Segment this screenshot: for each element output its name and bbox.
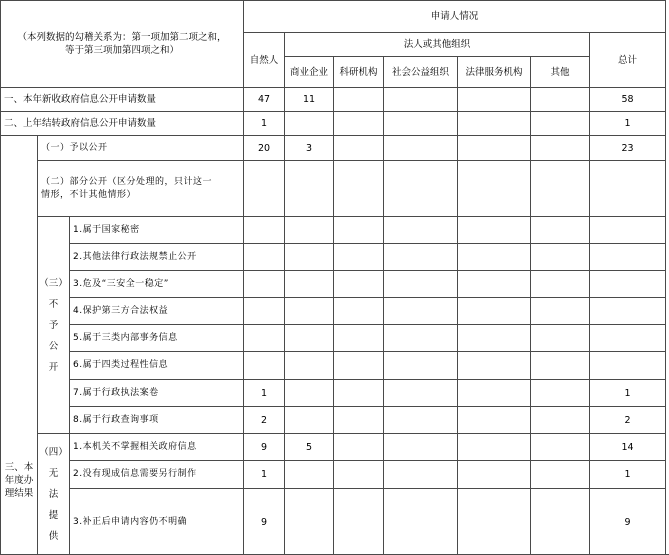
- cell-business: [284, 460, 333, 488]
- cell-legal-service: [457, 135, 530, 160]
- cell-legal-service: [457, 406, 530, 433]
- cell-value: 14: [621, 441, 634, 453]
- no-open-char: 开: [48, 361, 59, 373]
- row-label: 7.属于行政执法案卷: [73, 387, 159, 398]
- cell-research: [333, 87, 383, 111]
- cell-social: [383, 270, 457, 297]
- cell-legal-service: [457, 87, 530, 111]
- cell-other: [530, 406, 589, 433]
- cell-legal-service: [457, 270, 530, 297]
- cell-value: 58: [621, 94, 634, 105]
- no-open-char: （三）: [39, 277, 68, 289]
- cell-value: 11: [302, 94, 316, 105]
- row-label: 5.属于三类内部事务信息: [73, 332, 178, 343]
- cell-total: [589, 87, 665, 111]
- cell-value: 1: [260, 387, 268, 399]
- cell-business: [284, 270, 333, 297]
- cell-business: [284, 379, 333, 406]
- cell-natural: [243, 297, 284, 324]
- cell-social: [383, 243, 457, 270]
- cell-business: [284, 87, 333, 111]
- cell-natural: [243, 243, 284, 270]
- row-label: 3.补正后申请内容仍不明确: [73, 516, 188, 527]
- cell-value: 9: [260, 441, 268, 453]
- cell-research: [333, 297, 383, 324]
- cell-total: [589, 379, 665, 406]
- cell-total: [589, 406, 665, 433]
- section-three-line3: 理结果: [4, 488, 34, 499]
- row-label-line2: 情形，不计其他情形）: [41, 189, 137, 200]
- cell-legal-service: [457, 160, 530, 216]
- cell-natural: [243, 160, 284, 216]
- other-header: [530, 56, 589, 87]
- cell-value: 5: [305, 441, 313, 453]
- cell-legal-service: [457, 111, 530, 135]
- cell-social: [383, 324, 457, 351]
- cell-other: [530, 135, 589, 160]
- row-label: 8.属于行政查询事项: [73, 414, 159, 425]
- cell-value: 20: [257, 142, 271, 154]
- row-label: 1.本机关不掌握相关政府信息: [73, 441, 197, 452]
- cell-business: [284, 111, 333, 135]
- row-partial-label: [37, 160, 243, 216]
- row-label: 4.保护第三方合法权益: [73, 305, 169, 316]
- cell-social: [383, 406, 457, 433]
- legal-org-header: [284, 32, 589, 56]
- cell-natural: [243, 135, 284, 160]
- cell-total: [589, 351, 665, 379]
- cell-natural: [243, 460, 284, 488]
- cell-legal-service: [457, 433, 530, 460]
- section-three-label: [0, 135, 37, 555]
- cell-total: [589, 270, 665, 297]
- cell-total: [589, 135, 665, 160]
- cell-other: [530, 379, 589, 406]
- cell-research: [333, 216, 383, 243]
- cell-other: [530, 297, 589, 324]
- cell-legal-service: [457, 324, 530, 351]
- unable-group-label: [37, 433, 69, 555]
- cell-value: 1: [624, 118, 631, 129]
- cell-value: 9: [260, 516, 268, 528]
- row-u2-label: [69, 460, 243, 488]
- cell-legal-service: [457, 216, 530, 243]
- cell-research: [333, 135, 383, 160]
- row-open-label: [37, 135, 243, 160]
- cell-research: [333, 160, 383, 216]
- unable-char: 提: [48, 510, 59, 521]
- cell-value: 23: [621, 142, 634, 154]
- cell-social: [383, 460, 457, 488]
- cell-total: [589, 216, 665, 243]
- cell-total: [589, 160, 665, 216]
- cell-research: [333, 270, 383, 297]
- applicant-header: [243, 0, 665, 32]
- table-note-line1: （本列数据的勾稽关系为：第一项加第二项之和，: [17, 32, 227, 43]
- table-note-line2: 等于第三项加第四项之和）: [64, 45, 179, 56]
- cell-value: 9: [624, 516, 631, 528]
- cell-natural: [243, 87, 284, 111]
- cell-natural: [243, 406, 284, 433]
- cell-social: [383, 297, 457, 324]
- total-header: [589, 32, 665, 87]
- row-label: 3.危及“三安全一稳定”: [73, 278, 169, 289]
- table-note-cell: [0, 0, 243, 87]
- applicant-header-label: 申请人情况: [430, 11, 479, 22]
- no-open-group-label: [37, 216, 69, 433]
- row-u1-label: [69, 433, 243, 460]
- cell-business: [284, 135, 333, 160]
- cell-other: [530, 351, 589, 379]
- cell-business: [284, 488, 333, 555]
- cell-social: [383, 160, 457, 216]
- cell-business: [284, 324, 333, 351]
- cell-other: [530, 460, 589, 488]
- cell-other: [530, 111, 589, 135]
- total-label: 总计: [617, 54, 637, 66]
- row-u3-label: [69, 488, 243, 555]
- row-n5-label: [69, 324, 243, 351]
- cell-total: [589, 433, 665, 460]
- cell-value: 2: [260, 414, 268, 426]
- row-n2-label: [69, 243, 243, 270]
- row-n8-label: [69, 406, 243, 433]
- section-three-line2: 年度办: [4, 475, 34, 486]
- cell-business: [284, 406, 333, 433]
- cell-total: [589, 488, 665, 555]
- business-label: 商业企业: [289, 66, 328, 78]
- row-label: 二、上年结转政府信息公开申请数量: [4, 118, 157, 129]
- no-open-char: 予: [48, 319, 59, 331]
- cell-business: [284, 216, 333, 243]
- cell-legal-service: [457, 243, 530, 270]
- cell-natural: [243, 433, 284, 460]
- unable-char: （四）: [39, 447, 68, 458]
- cell-other: [530, 324, 589, 351]
- row-label: （一）予以公开: [41, 142, 108, 153]
- cell-value: 2: [624, 414, 631, 426]
- cell-social: [383, 111, 457, 135]
- cell-business: [284, 297, 333, 324]
- cell-other: [530, 433, 589, 460]
- cell-business: [284, 243, 333, 270]
- cell-social: [383, 216, 457, 243]
- natural-person-label: 自然人: [249, 54, 279, 66]
- row-label: 6.属于四类过程性信息: [73, 360, 169, 370]
- cell-research: [333, 460, 383, 488]
- row-label: 2.其他法律行政法规禁止公开: [73, 251, 197, 262]
- cell-other: [530, 488, 589, 555]
- row-label: 2.没有现成信息需要另行制作: [73, 469, 197, 479]
- cell-business: [284, 351, 333, 379]
- cell-social: [383, 135, 457, 160]
- cell-research: [333, 324, 383, 351]
- row-carryover-label: [0, 111, 243, 135]
- cell-other: [530, 243, 589, 270]
- cell-legal-service: [457, 297, 530, 324]
- unable-char: 无: [48, 468, 59, 479]
- unable-char: 法: [48, 489, 59, 500]
- row-label: 1.属于国家秘密: [73, 224, 140, 235]
- cell-social: [383, 433, 457, 460]
- cell-other: [530, 87, 589, 111]
- table-right-border: [665, 0, 666, 555]
- row-n7-label: [69, 379, 243, 406]
- legal-org-label: 法人或其他组织: [403, 39, 471, 50]
- social-label: 社会公益组织: [391, 66, 449, 78]
- cell-natural: [243, 270, 284, 297]
- cell-social: [383, 379, 457, 406]
- cell-research: [333, 379, 383, 406]
- cell-research: [333, 488, 383, 555]
- research-header: [333, 56, 383, 87]
- business-header: [284, 56, 333, 87]
- no-open-char: 公: [48, 340, 59, 352]
- cell-legal-service: [457, 460, 530, 488]
- cell-natural: [243, 379, 284, 406]
- cell-value: 1: [624, 469, 631, 480]
- cell-research: [333, 351, 383, 379]
- section-three-line1: 三、本: [4, 462, 34, 473]
- cell-natural: [243, 324, 284, 351]
- legal-service-label: 法律服务机构: [465, 66, 523, 78]
- cell-legal-service: [457, 488, 530, 555]
- cell-business: [284, 160, 333, 216]
- cell-research: [333, 111, 383, 135]
- cell-legal-service: [457, 379, 530, 406]
- cell-social: [383, 87, 457, 111]
- cell-total: [589, 324, 665, 351]
- cell-value: 47: [257, 94, 271, 105]
- cell-business: [284, 433, 333, 460]
- cell-research: [333, 406, 383, 433]
- row-new-requests-label: [0, 87, 243, 111]
- cell-natural: [243, 351, 284, 379]
- cell-research: [333, 243, 383, 270]
- no-open-char: 不: [48, 298, 59, 310]
- cell-natural: [243, 216, 284, 243]
- social-header: [383, 56, 457, 87]
- cell-total: [589, 460, 665, 488]
- cell-other: [530, 160, 589, 216]
- cell-natural: [243, 488, 284, 555]
- research-label: 科研机构: [339, 66, 378, 78]
- cell-value: 3: [305, 142, 313, 154]
- legal-service-header: [457, 56, 530, 87]
- cell-total: [589, 111, 665, 135]
- cell-other: [530, 216, 589, 243]
- other-label: 其他: [550, 66, 570, 78]
- cell-total: [589, 297, 665, 324]
- cell-social: [383, 351, 457, 379]
- natural-person-header: [243, 32, 284, 87]
- cell-other: [530, 270, 589, 297]
- cell-social: [383, 488, 457, 555]
- cell-value: 1: [260, 469, 268, 480]
- row-n6-label: [69, 351, 243, 379]
- cell-natural: [243, 111, 284, 135]
- cell-legal-service: [457, 351, 530, 379]
- cell-total: [589, 243, 665, 270]
- row-n4-label: [69, 297, 243, 324]
- row-n1-label: [69, 216, 243, 243]
- row-n3-label: [69, 270, 243, 297]
- unable-char: 供: [48, 531, 59, 542]
- row-label-line1: （二）部分公开（区分处理的，只计这一: [41, 176, 213, 187]
- cell-value: 1: [624, 387, 631, 399]
- cell-research: [333, 433, 383, 460]
- cell-value: 1: [260, 118, 268, 129]
- row-label: 一、本年新收政府信息公开申请数量: [4, 94, 157, 105]
